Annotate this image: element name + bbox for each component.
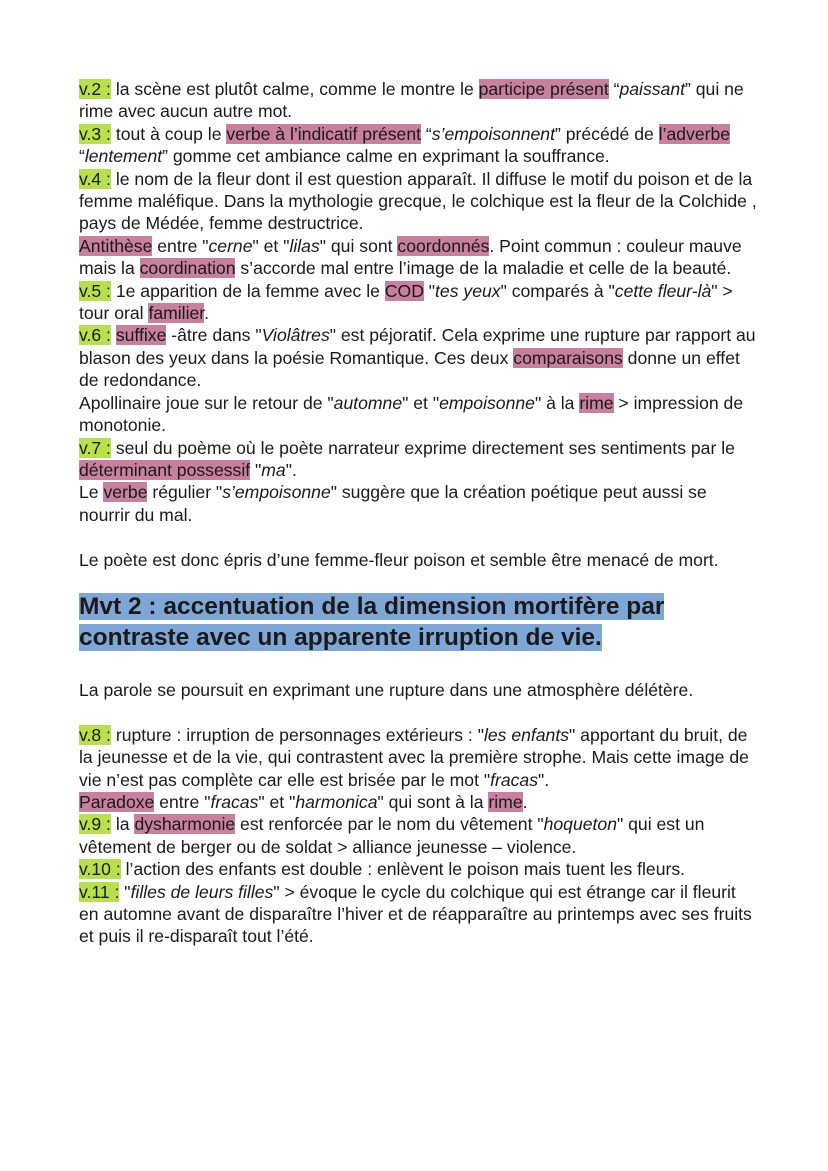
text: " [119,881,131,902]
verse-tag: v.8 : [79,724,111,745]
quote: lilas [289,235,320,256]
paragraph-v3 [79,123,758,168]
quote: s’empoisonne [222,482,331,503]
text: " apportant du bruit, de la jeunesse et de la vie, qui contrastent avec la première strophe. Mais cette image de vie n’est pas complète car elle est brisée par le mot " [79,724,749,790]
text: " > tour oral [79,280,733,324]
verse-tag: v.4 : [79,168,111,189]
text: -âtre dans " [166,325,262,346]
text: Le [79,482,104,503]
quote: lentement [84,146,163,167]
text: " [423,280,436,301]
paragraph-v7 [79,437,758,482]
text: “ [608,79,620,99]
paragraph-v10 [79,858,758,880]
text: seul du poème où le poète narrateur exprime directement ses sentiments par le [110,437,735,458]
highlight-term: familier [148,303,205,324]
paragraph-paradoxe [79,791,758,813]
highlight-term: verbe [103,482,148,503]
text: " à la [534,392,580,413]
highlight-term: participe présent [478,79,609,99]
text: le nom de la fleur dont il est question apparaît. Il diffuse le motif du poison et de la femme maléfique. Dans la mythologie grecque, le colchique est la fleur de la Colchide , pays de Médée, femme destructrice. [79,168,757,234]
text: " [250,459,262,480]
highlight-term: déterminant possessif [79,459,251,480]
quote: filles de leurs filles [130,881,274,902]
text: " est péjoratif. Cela exprime une rupture par rapport au blason des yeux dans la poésie Romantique. Ces deux [79,325,756,368]
text: " et " [258,791,296,812]
highlight-term: rime [488,791,523,812]
highlight-term: verbe à l’indicatif présent [226,123,421,144]
text: est renforcée par le nom du vêtement " [235,814,544,835]
quote: empoisonne [439,392,535,413]
text: ” qui ne rime avec aucun autre mot. [79,79,744,122]
text: . [204,303,210,324]
text: “ [421,123,432,144]
quote: automne [333,392,403,413]
highlight-term: coordination [139,258,236,279]
quote: s’empoisonnent [431,123,555,144]
quote: cette fleur-là [614,280,712,301]
paragraph-antithese [79,235,758,280]
paragraph-v9 [79,813,758,858]
section-heading [79,591,758,653]
highlight-term: Antithèse [79,235,153,256]
text: entre " [154,791,211,812]
quote: paissant [619,79,685,99]
highlight-term: COD [384,280,424,301]
verse-tag: v.5 : [79,280,111,301]
quote: fracas [210,791,259,812]
quote: les enfants [483,724,570,745]
spacer [79,701,758,723]
text: la [110,814,135,835]
paragraph-v4 [79,168,758,235]
quote: hoqueton [543,814,617,835]
text: “ [79,146,85,167]
text: entre " [152,235,209,256]
verse-tag: v.2 : [79,79,111,99]
paragraph-v11 [79,881,758,948]
highlight-term: Paradoxe [79,791,155,812]
text: rupture : irruption de personnages extérieurs : " [110,724,484,745]
quote: tes yeux [435,280,501,301]
verse-tag: v.11 : [79,881,120,902]
quote: cerne [208,235,253,256]
text: régulier " [147,482,223,503]
verse-tag: v.9 : [79,814,111,835]
text: donne un effet de redondance. [79,347,740,391]
verse-tag: v.7 : [79,437,111,458]
paragraph-v6 [79,324,758,391]
paragraph-v8 [79,724,758,791]
text: s’accorde mal entre l’image de la maladie et celle de la beauté. [235,258,732,279]
quote: Violâtres [261,325,330,346]
text: la scène est plutôt calme, comme le montre le [110,79,479,99]
quote: ma [261,459,286,480]
text: " qui sont [319,235,398,256]
text: " et " [402,392,440,413]
text: ". [538,769,550,790]
text: " et " [252,235,290,256]
paragraph-verbe [79,481,758,526]
spacer [79,526,758,548]
text: > impression de monotonie. [79,392,744,436]
paragraph-conclusion: Le poète est donc épris d’une femme-fleur poison et semble être menacé de mort. [79,549,719,570]
verse-tag: v.3 : [79,123,111,144]
highlight-term: dysharmonie [134,814,236,835]
highlight-term: l’adverbe [658,123,731,144]
paragraph-intro: La parole se poursuit en exprimant une rupture dans une atmosphère délétère. [79,679,694,700]
text: " qui est un vêtement de berger ou de soldat > alliance jeunesse – violence. [79,814,705,857]
heading-text: Mvt 2 : accentuation de la dimension mortifère par contraste avec un apparente irruption de vie. [79,592,665,651]
quote: harmonica [295,791,378,812]
quote: fracas [490,769,539,790]
text: ” précédé de [554,123,659,144]
paragraph-v5 [79,280,758,325]
paragraph-v2 [79,78,758,123]
text: . Point commun : couleur mauve mais la [79,235,742,279]
text: ". [285,459,297,480]
text: l’action des enfants est double : enlèvent le poison mais tuent les fleurs. [120,859,686,880]
verse-tag: v.10 : [79,859,121,880]
text: " comparés à " [500,280,615,301]
text: Apollinaire joue sur le retour de " [79,392,334,413]
text: " > évoque le cycle du colchique qui est étrange car il fleurit en automne avant de disparaître l’hiver et de réapparaître au printemps avec ses fruits et puis il re-disparaît tout l’été. [79,881,752,947]
text: " qui sont à la [377,791,489,812]
text: ” gomme cet ambiance calme en exprimant la souffrance. [162,146,610,167]
highlight-term: suffixe [115,325,167,346]
verse-tag: v.6 : [79,325,111,346]
highlight-term: coordonnés [397,235,490,256]
highlight-term: rime [579,392,614,413]
text: tout à coup le [110,123,227,144]
paragraph-apollinaire [79,392,758,437]
highlight-term: comparaisons [513,347,623,368]
text: 1e apparition de la femme avec le [110,280,385,301]
text: " suggère que la création poétique peut aussi se nourrir du mal. [79,482,707,525]
text: . [522,791,528,812]
